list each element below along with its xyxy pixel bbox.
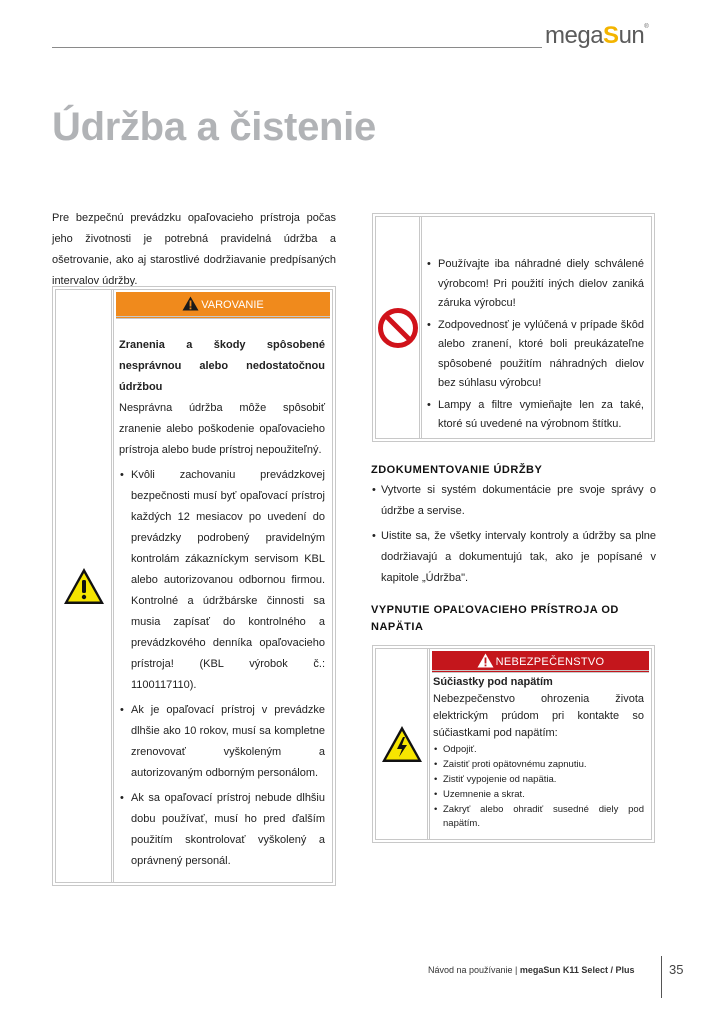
prohibition-box xyxy=(372,213,655,442)
logo-text-mega: mega xyxy=(545,22,604,49)
page-title: Údržba a čistenie xyxy=(52,105,376,149)
logo-registered-mark: ® xyxy=(644,24,649,30)
prohibition-icon-column xyxy=(376,217,422,438)
list-item: • Ak je opaľovací prístroj v prevádzke dlhšie ako 10 rokov, musí sa kompletne zrenovovať vyškoleným a autorizovaným odborným personálom. xyxy=(119,700,325,784)
prohibition-icon xyxy=(377,307,419,349)
list-item: • Uistite sa, že všetky intervaly kontroly a údržby sa plne dodržiavajú a dokumentujú tak, ako je popísané v kapitole „Údržba". xyxy=(371,526,656,589)
danger-header xyxy=(432,651,649,673)
warning-bullets xyxy=(119,465,325,872)
warning-small-triangle-icon xyxy=(182,296,199,311)
danger-bullets xyxy=(433,743,644,831)
footer-product-name: megaSun K11 Select / Plus xyxy=(519,965,635,975)
warning-text: Nesprávna údržba môže spôsobiť zranenie alebo poškodenie opaľovacieho prístroja alebo bude prístroj nepoužiteľný. xyxy=(119,402,325,456)
danger-text: Nebezpečenstvo ohrozenia života elektrickým prúdom pri kontakte so súčiastkami pod napätím: xyxy=(433,693,644,739)
danger-box xyxy=(372,645,655,843)
megasun-logo xyxy=(545,22,648,50)
power-off-heading: VYPNUTIE OPAĽOVACIEHO PRÍSTROJA OD NAPÄTIA xyxy=(371,604,619,633)
left-column xyxy=(52,208,336,292)
prohibition-bullets xyxy=(426,255,644,435)
danger-title: Súčiastky pod napätím xyxy=(433,676,553,688)
header-rule xyxy=(52,47,542,48)
documentation-heading: ZDOKUMENTOVANIE ÚDRŽBY xyxy=(371,464,543,476)
list-item: • Lampy a filtre vymieňajte len za také, ktoré sú uvedené na výrobnom štítku. xyxy=(426,396,644,435)
footer-divider xyxy=(661,956,662,998)
danger-label: NEBEZPEČENSTVO xyxy=(495,656,605,668)
list-item: • Vytvorte si systém dokumentácie pre svoje správy o údržbe a servise. xyxy=(371,480,656,522)
danger-small-triangle-icon xyxy=(477,653,494,668)
warning-label: VAROVANIE xyxy=(201,299,264,311)
list-item: • Kvôli zachovaniu prevádzkovej bezpečnosti musí byť opaľovací prístroj každých 12 mesiacov po uvedení do prevádzky podrobený pravidelným kontrolám zákazníckym servisom KBL alebo autorizovanou odbornou firmou. Kontrolné a údržbárske činnosti sa musia zapísať do kontrolného a prevádzkového denníka opaľovacieho prístroja! (KBL výrobok č.: 1100117110). xyxy=(119,465,325,696)
list-item: • Odpojiť. xyxy=(433,743,644,757)
list-item: • Zakryť alebo ohradiť susedné diely pod napätím. xyxy=(433,803,644,831)
warning-header xyxy=(116,292,330,319)
warning-icon-column xyxy=(56,290,114,882)
warning-box xyxy=(52,286,336,886)
documentation-bullets xyxy=(371,480,656,589)
logo-text-un: un xyxy=(618,22,645,49)
logo-text-s: S xyxy=(603,22,619,49)
danger-icon-column xyxy=(376,649,430,839)
list-item: • Ak sa opaľovací prístroj nebude dlhšiu dobu používať, musí ho pred ďalším použitím skontrolovať vyškolený a oprávnený personál. xyxy=(119,788,325,872)
footer-manual-label: Návod na používanie | xyxy=(428,965,520,975)
list-item: • Zistiť vypojenie od napätia. xyxy=(433,773,644,787)
list-item: • Používajte iba náhradné diely schválené výrobcom! Pri použití iných dielov zaniká záruka výrobcu! xyxy=(426,255,644,314)
intro-paragraph: Pre bezpečnú prevádzku opaľovacieho prístroja počas jeho životnosti je potrebná pravidelná údržba a ošetrovanie, ako aj starostlivé dodržiavanie predpísaných intervalov údržby. xyxy=(52,212,336,287)
warning-triangle-icon xyxy=(62,566,106,606)
footer-text xyxy=(428,965,634,975)
documentation-section xyxy=(371,462,656,589)
power-off-section xyxy=(371,602,656,636)
list-item: • Zaistiť proti opätovnému zapnutiu. xyxy=(433,758,644,772)
list-item: • Zodpovednosť je vylúčená v prípade škôd alebo zranení, ktoré boli preukázateľne spôsobené použitím náhradných dielov bez súhlasu výrobcu! xyxy=(426,316,644,394)
page-number: 35 xyxy=(669,962,684,977)
electric-hazard-icon xyxy=(380,724,424,764)
warning-title: Zranenia a škody spôsobené nesprávnou alebo nedostatočnou údržbou xyxy=(119,339,325,393)
list-item: • Uzemnenie a skrat. xyxy=(433,788,644,802)
